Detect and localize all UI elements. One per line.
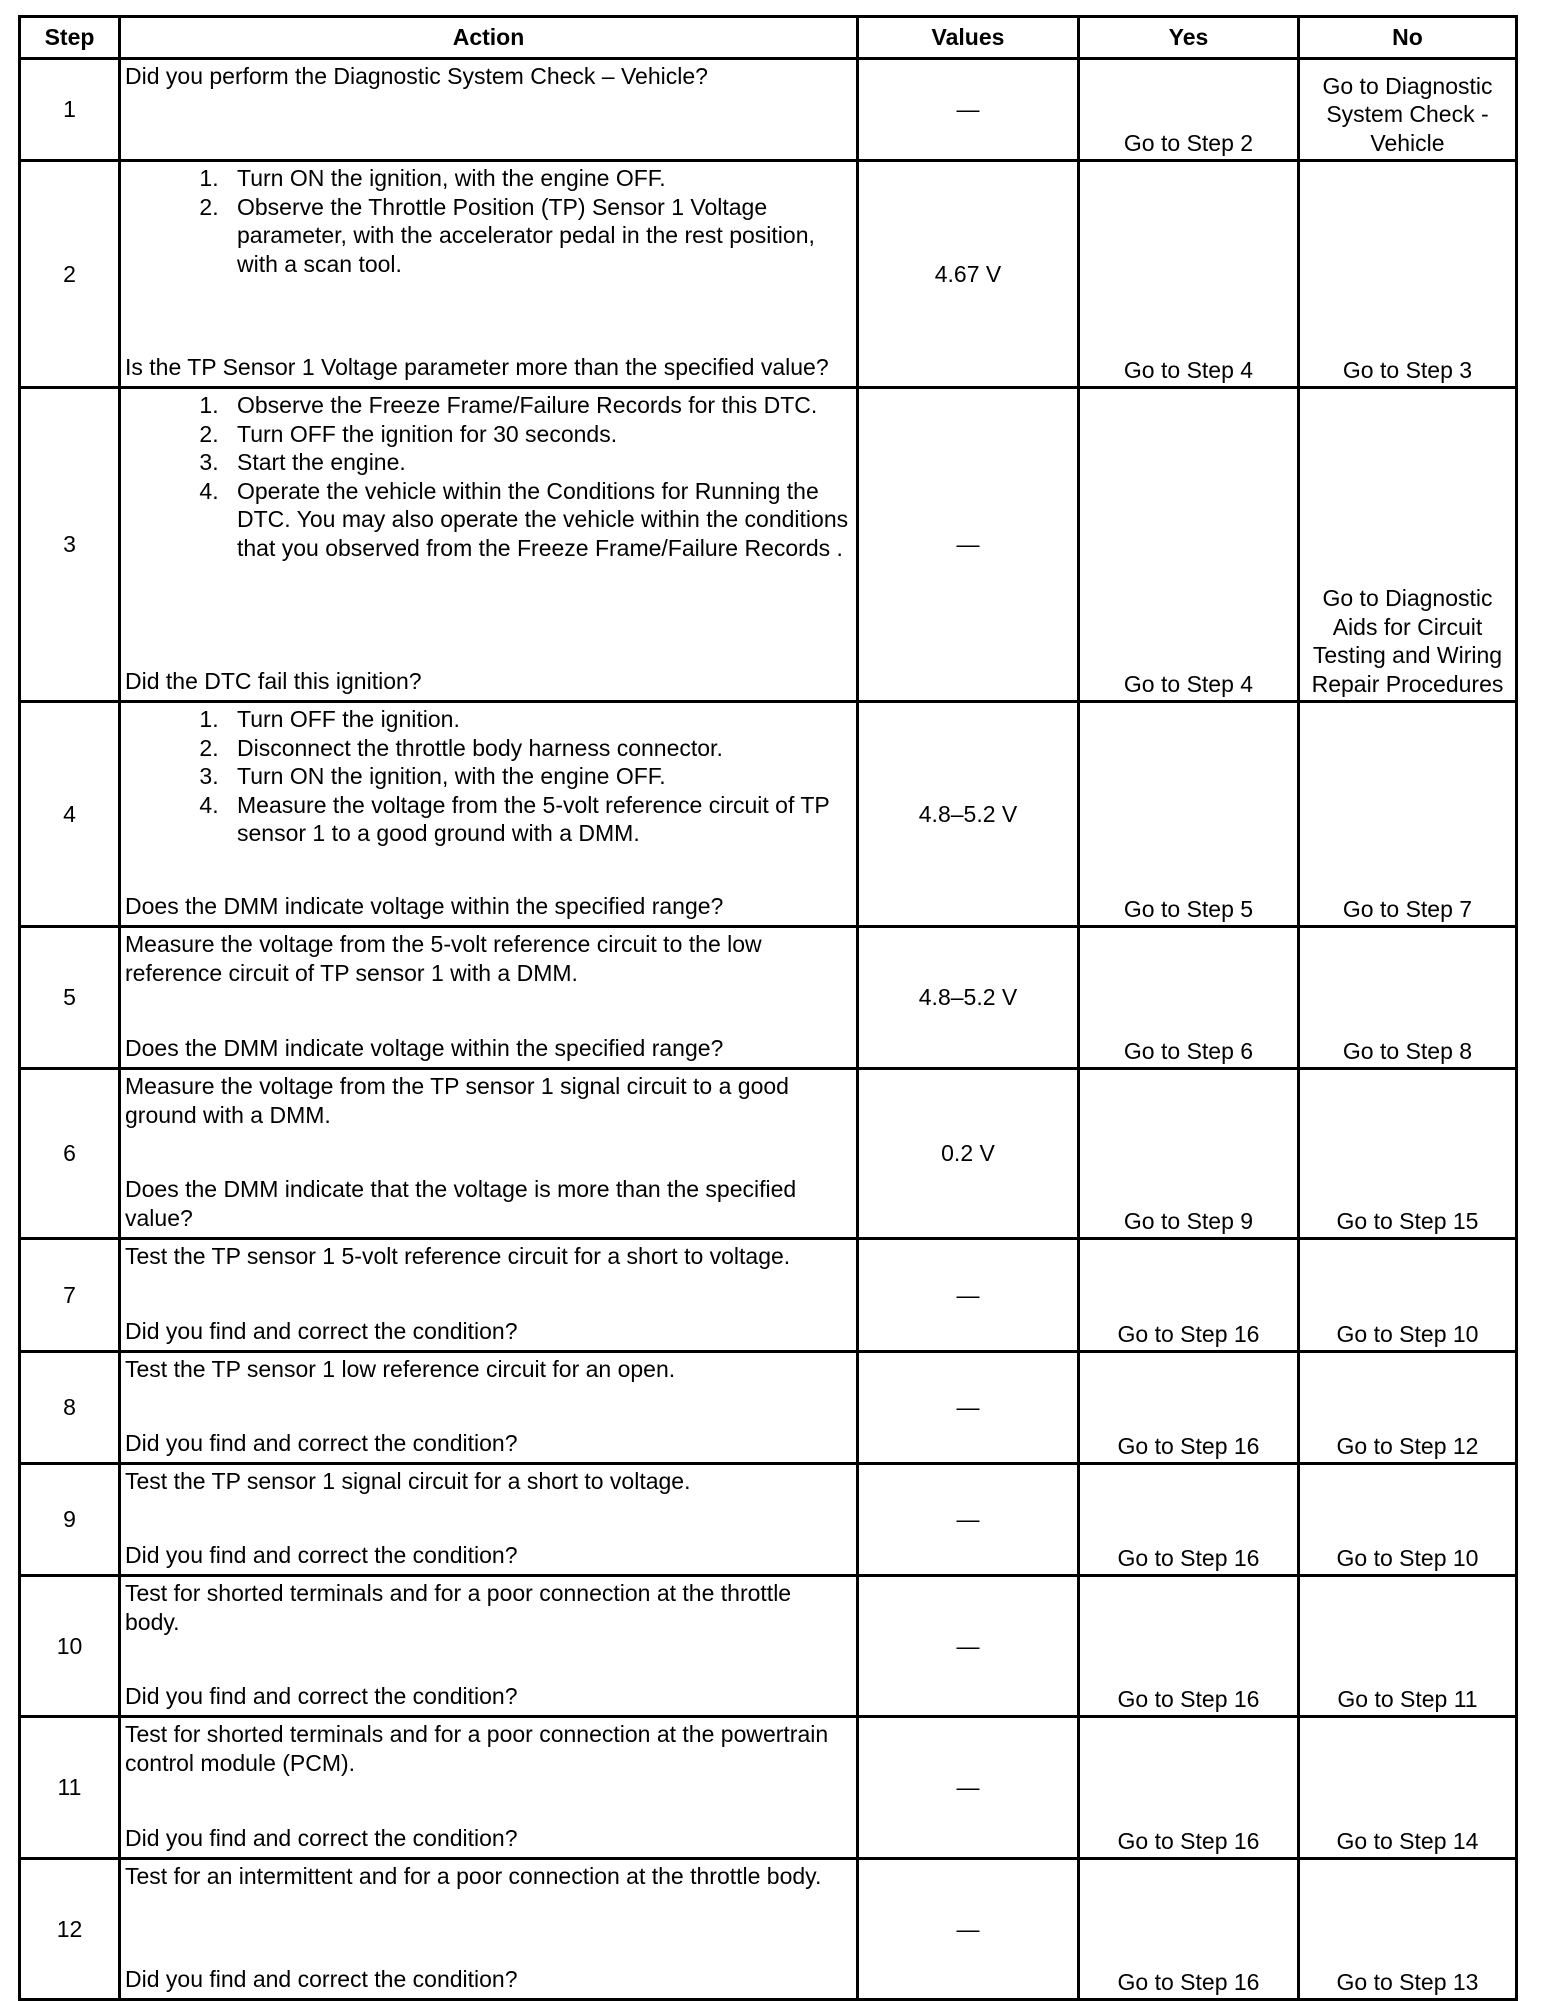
no-cell: Go to Step 8 — [1299, 927, 1517, 1069]
table-row — [20, 1352, 1517, 1464]
header-row — [20, 17, 1517, 59]
action-question: Did you find and correct the condition? — [125, 1317, 518, 1344]
table-row — [20, 927, 1517, 1069]
action-cell — [120, 927, 858, 1069]
action-text: Test for shorted terminals and for a poor connection at the throttle body. — [125, 1580, 792, 1635]
no-cell: Go to Step 10 — [1299, 1464, 1517, 1576]
action-step: 3. Turn ON the ignition, with the engine OFF. — [225, 762, 852, 791]
action-question: Did you find and correct the condition? — [125, 1541, 518, 1568]
yes-cell: Go to Step 4 — [1079, 388, 1299, 702]
action-question: Did you find and correct the condition? — [125, 1429, 518, 1456]
no-cell: Go to Step 15 — [1299, 1069, 1517, 1239]
header-yes: Yes — [1079, 17, 1299, 59]
step-number: 8 — [20, 1352, 120, 1464]
step-number: 10 — [20, 1576, 120, 1717]
action-text: Measure the voltage from the 5-volt reference circuit to the low reference circuit of TP sensor 1 with a DMM. — [125, 931, 762, 986]
step-number: 9 — [20, 1464, 120, 1576]
table-row — [20, 1717, 1517, 1859]
table-row — [20, 1464, 1517, 1576]
no-cell: Go to Diagnostic System Check - Vehicle — [1299, 59, 1517, 161]
value-cell: — — [858, 1239, 1079, 1352]
yes-cell: Go to Step 16 — [1079, 1239, 1299, 1352]
action-steps — [125, 164, 852, 278]
value-cell: — — [858, 1717, 1079, 1859]
action-question: Did the DTC fail this ignition? — [125, 667, 422, 694]
action-step: 3. Start the engine. — [225, 448, 852, 477]
yes-cell: Go to Step 2 — [1079, 59, 1299, 161]
step-number: 2 — [20, 161, 120, 388]
no-cell: Go to Step 10 — [1299, 1239, 1517, 1352]
value-cell: — — [858, 59, 1079, 161]
value-cell: — — [858, 388, 1079, 702]
value-cell: — — [858, 1464, 1079, 1576]
header-step: Step — [20, 17, 120, 59]
action-cell — [120, 1239, 858, 1352]
yes-cell: Go to Step 5 — [1079, 702, 1299, 927]
no-cell: Go to Step 12 — [1299, 1352, 1517, 1464]
no-cell: Go to Step 7 — [1299, 702, 1517, 927]
action-question: Did you find and correct the condition? — [125, 1824, 518, 1851]
step-number: 3 — [20, 388, 120, 702]
action-cell — [120, 1069, 858, 1239]
header-action: Action — [120, 17, 858, 59]
action-question: Does the DMM indicate voltage within the specified range? — [125, 892, 724, 919]
action-step: 2. Turn OFF the ignition for 30 seconds. — [225, 420, 852, 449]
action-question: Is the TP Sensor 1 Voltage parameter more than the specified value? — [125, 353, 829, 380]
action-cell — [120, 59, 858, 161]
yes-cell: Go to Step 6 — [1079, 927, 1299, 1069]
action-cell — [120, 1717, 858, 1859]
step-number: 7 — [20, 1239, 120, 1352]
yes-cell: Go to Step 9 — [1079, 1069, 1299, 1239]
action-cell — [120, 1576, 858, 1717]
action-text: Did you perform the Diagnostic System Check – Vehicle? — [125, 63, 708, 89]
action-cell — [120, 388, 858, 702]
action-step: 1. Turn ON the ignition, with the engine OFF. — [225, 164, 852, 193]
action-step: 4. Measure the voltage from the 5-volt reference circuit of TP sensor 1 to a good ground with a DMM. — [225, 791, 852, 848]
action-text: Measure the voltage from the TP sensor 1 signal circuit to a good ground with a DMM. — [125, 1073, 789, 1128]
table-row — [20, 1069, 1517, 1239]
action-steps — [125, 391, 852, 562]
action-cell — [120, 1859, 858, 2000]
step-number: 11 — [20, 1717, 120, 1859]
step-number: 1 — [20, 59, 120, 161]
table-row — [20, 1859, 1517, 2000]
no-cell: Go to Step 14 — [1299, 1717, 1517, 1859]
value-cell: — — [858, 1352, 1079, 1464]
value-cell: 4.8–5.2 V — [858, 927, 1079, 1069]
action-step: 4. Operate the vehicle within the Conditions for Running the DTC. You may also operate the vehicle within the conditions that you observed from the Freeze Frame/Failure Records . — [225, 477, 852, 563]
yes-cell: Go to Step 16 — [1079, 1576, 1299, 1717]
step-number: 12 — [20, 1859, 120, 2000]
action-question: Does the DMM indicate voltage within the specified range? — [125, 1034, 724, 1061]
step-number: 6 — [20, 1069, 120, 1239]
table-row — [20, 388, 1517, 702]
yes-cell: Go to Step 4 — [1079, 161, 1299, 388]
table-row — [20, 702, 1517, 927]
no-cell: Go to Step 3 — [1299, 161, 1517, 388]
action-step: 2. Disconnect the throttle body harness connector. — [225, 734, 852, 763]
action-question: Does the DMM indicate that the voltage is more than the specified value? — [125, 1176, 797, 1231]
table-row — [20, 1576, 1517, 1717]
action-steps — [125, 705, 852, 848]
yes-cell: Go to Step 16 — [1079, 1859, 1299, 2000]
action-cell — [120, 702, 858, 927]
no-cell: Go to Step 11 — [1299, 1576, 1517, 1717]
action-step: 1. Observe the Freeze Frame/Failure Records for this DTC. — [225, 391, 852, 420]
header-no: No — [1299, 17, 1517, 59]
action-step: 1. Turn OFF the ignition. — [225, 705, 852, 734]
action-text: Test the TP sensor 1 signal circuit for a short to voltage. — [125, 1468, 691, 1494]
header-values: Values — [858, 17, 1079, 59]
value-cell: — — [858, 1859, 1079, 2000]
table-row — [20, 59, 1517, 161]
step-number: 5 — [20, 927, 120, 1069]
value-cell: 4.8–5.2 V — [858, 702, 1079, 927]
step-number: 4 — [20, 702, 120, 927]
table-row — [20, 1239, 1517, 1352]
action-text: Test for an intermittent and for a poor connection at the throttle body. — [125, 1863, 822, 1889]
action-question: Did you find and correct the condition? — [125, 1682, 518, 1709]
value-cell: — — [858, 1576, 1079, 1717]
diagnostic-table — [18, 15, 1518, 2001]
action-text: Test for shorted terminals and for a poor connection at the powertrain control module (PCM). — [125, 1721, 829, 1776]
yes-cell: Go to Step 16 — [1079, 1717, 1299, 1859]
table-row — [20, 161, 1517, 388]
value-cell: 4.67 V — [858, 161, 1079, 388]
no-cell: Go to Diagnostic Aids for Circuit Testing and Wiring Repair Procedures — [1299, 388, 1517, 702]
action-question: Did you find and correct the condition? — [125, 1965, 518, 1992]
action-cell — [120, 1352, 858, 1464]
value-cell: 0.2 V — [858, 1069, 1079, 1239]
action-text: Test the TP sensor 1 5-volt reference circuit for a short to voltage. — [125, 1243, 791, 1269]
yes-cell: Go to Step 16 — [1079, 1352, 1299, 1464]
action-cell — [120, 161, 858, 388]
action-step: 2. Observe the Throttle Position (TP) Sensor 1 Voltage parameter, with the accelerator pedal in the rest position, with a scan tool. — [225, 193, 852, 279]
no-cell: Go to Step 13 — [1299, 1859, 1517, 2000]
action-text: Test the TP sensor 1 low reference circuit for an open. — [125, 1356, 676, 1382]
yes-cell: Go to Step 16 — [1079, 1464, 1299, 1576]
action-cell — [120, 1464, 858, 1576]
